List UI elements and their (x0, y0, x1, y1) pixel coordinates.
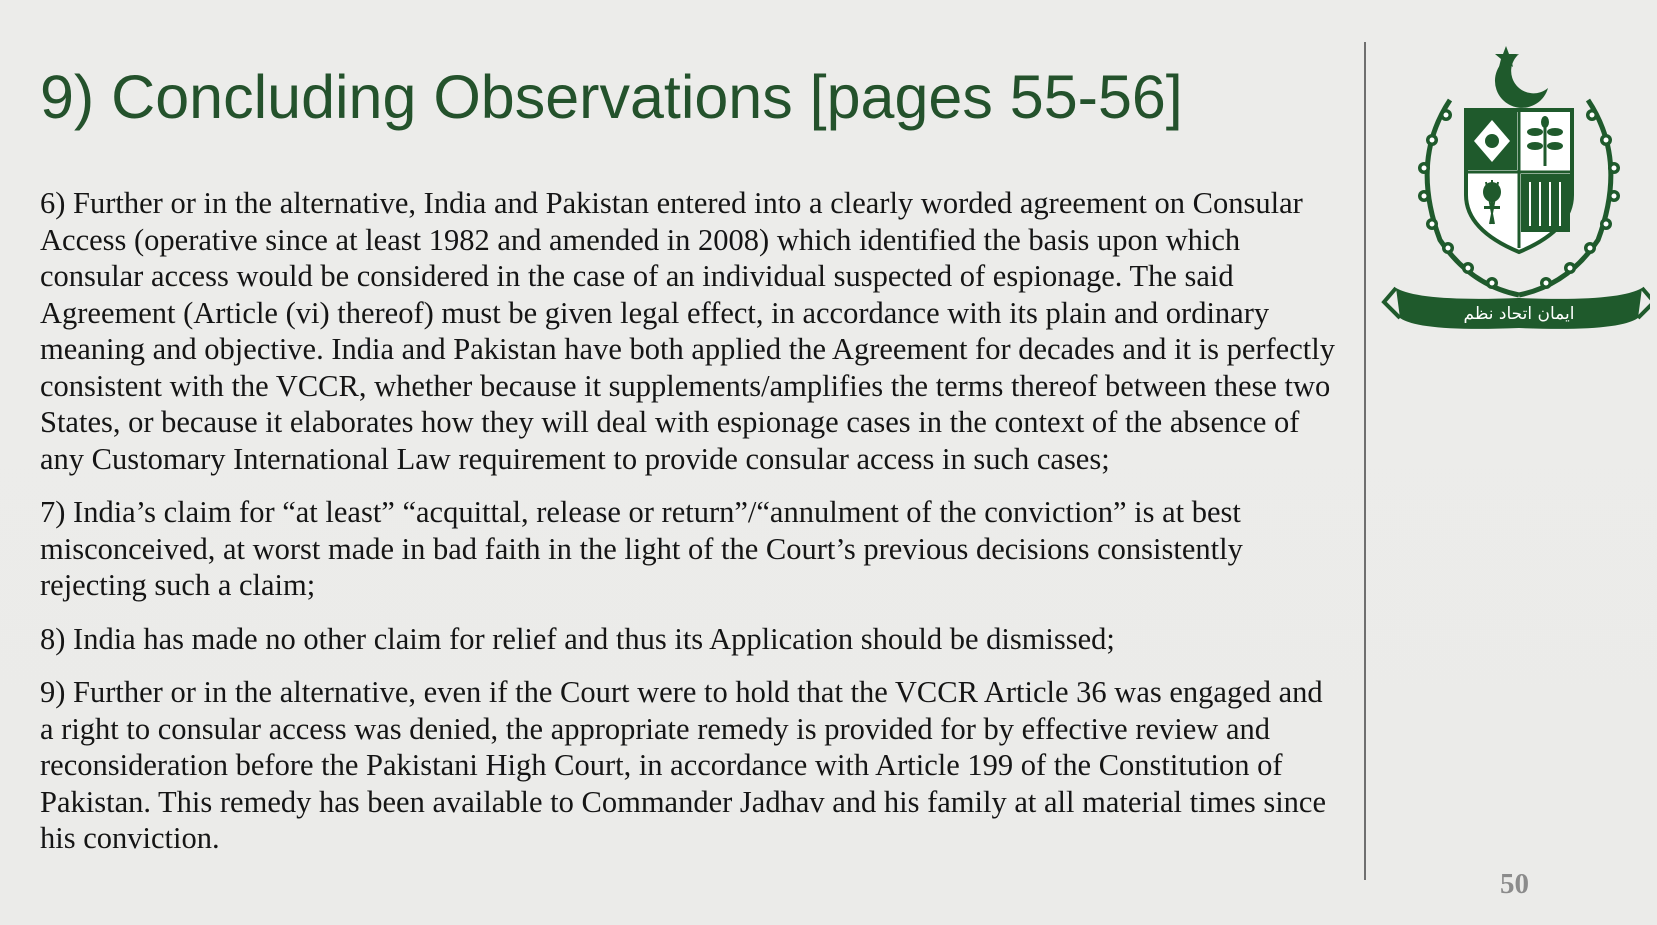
observation-8: 8) India has made no other claim for relief and thus its Application should be dismissed; (40, 621, 1115, 656)
emblem-scroll-text: ایمان اتحاد نظم (1463, 304, 1575, 324)
slide-body (40, 185, 1340, 874)
vertical-divider (1364, 42, 1366, 880)
page-number: 50 (1500, 868, 1529, 900)
pakistan-state-emblem-icon (1380, 40, 1650, 350)
observation-9: 9) Further or in the alternative, even if the Court were to hold that the VCCR Article 36 was engaged and a right to consular access was denied, the appropriate remedy is provided for by effective review and reconsideration before the Pakistani High Court, in accordance with Article 199 of the Constitution of Pakistan. This remedy has been available to Commander Jadhav and his family at all material times since his conviction. (40, 675, 1327, 855)
observation-7: 7) India’s claim for “at least” “acquittal, release or return”/“annulment of the conviction” is at best misconceived, at worst made in bad faith in the light of the Court’s previous decisions consistently rejecting such a claim; (40, 495, 1243, 602)
observation-6: 6) Further or in the alternative, India and Pakistan entered into a clearly worded agreement on Consular Access (operative since at least 1982 and amended in 2008) which identified the basis upon which consular access would be considered in the case of an individual suspected of espionage. The said Agreement (Article (vi) thereof) must be given legal effect, in accordance with its plain and ordinary meaning and objective. India and Pakistan have both applied the Agreement for decades and it is perfectly consistent with the VCCR, whether because it supplements/amplifies the terms thereof between these two States, or because it elaborates how they will deal with espionage cases in the context of the absence of any Customary International Law requirement to provide consular access in such cases; (40, 186, 1335, 476)
slide-title: 9) Concluding Observations [pages 55-56] (40, 63, 1183, 131)
